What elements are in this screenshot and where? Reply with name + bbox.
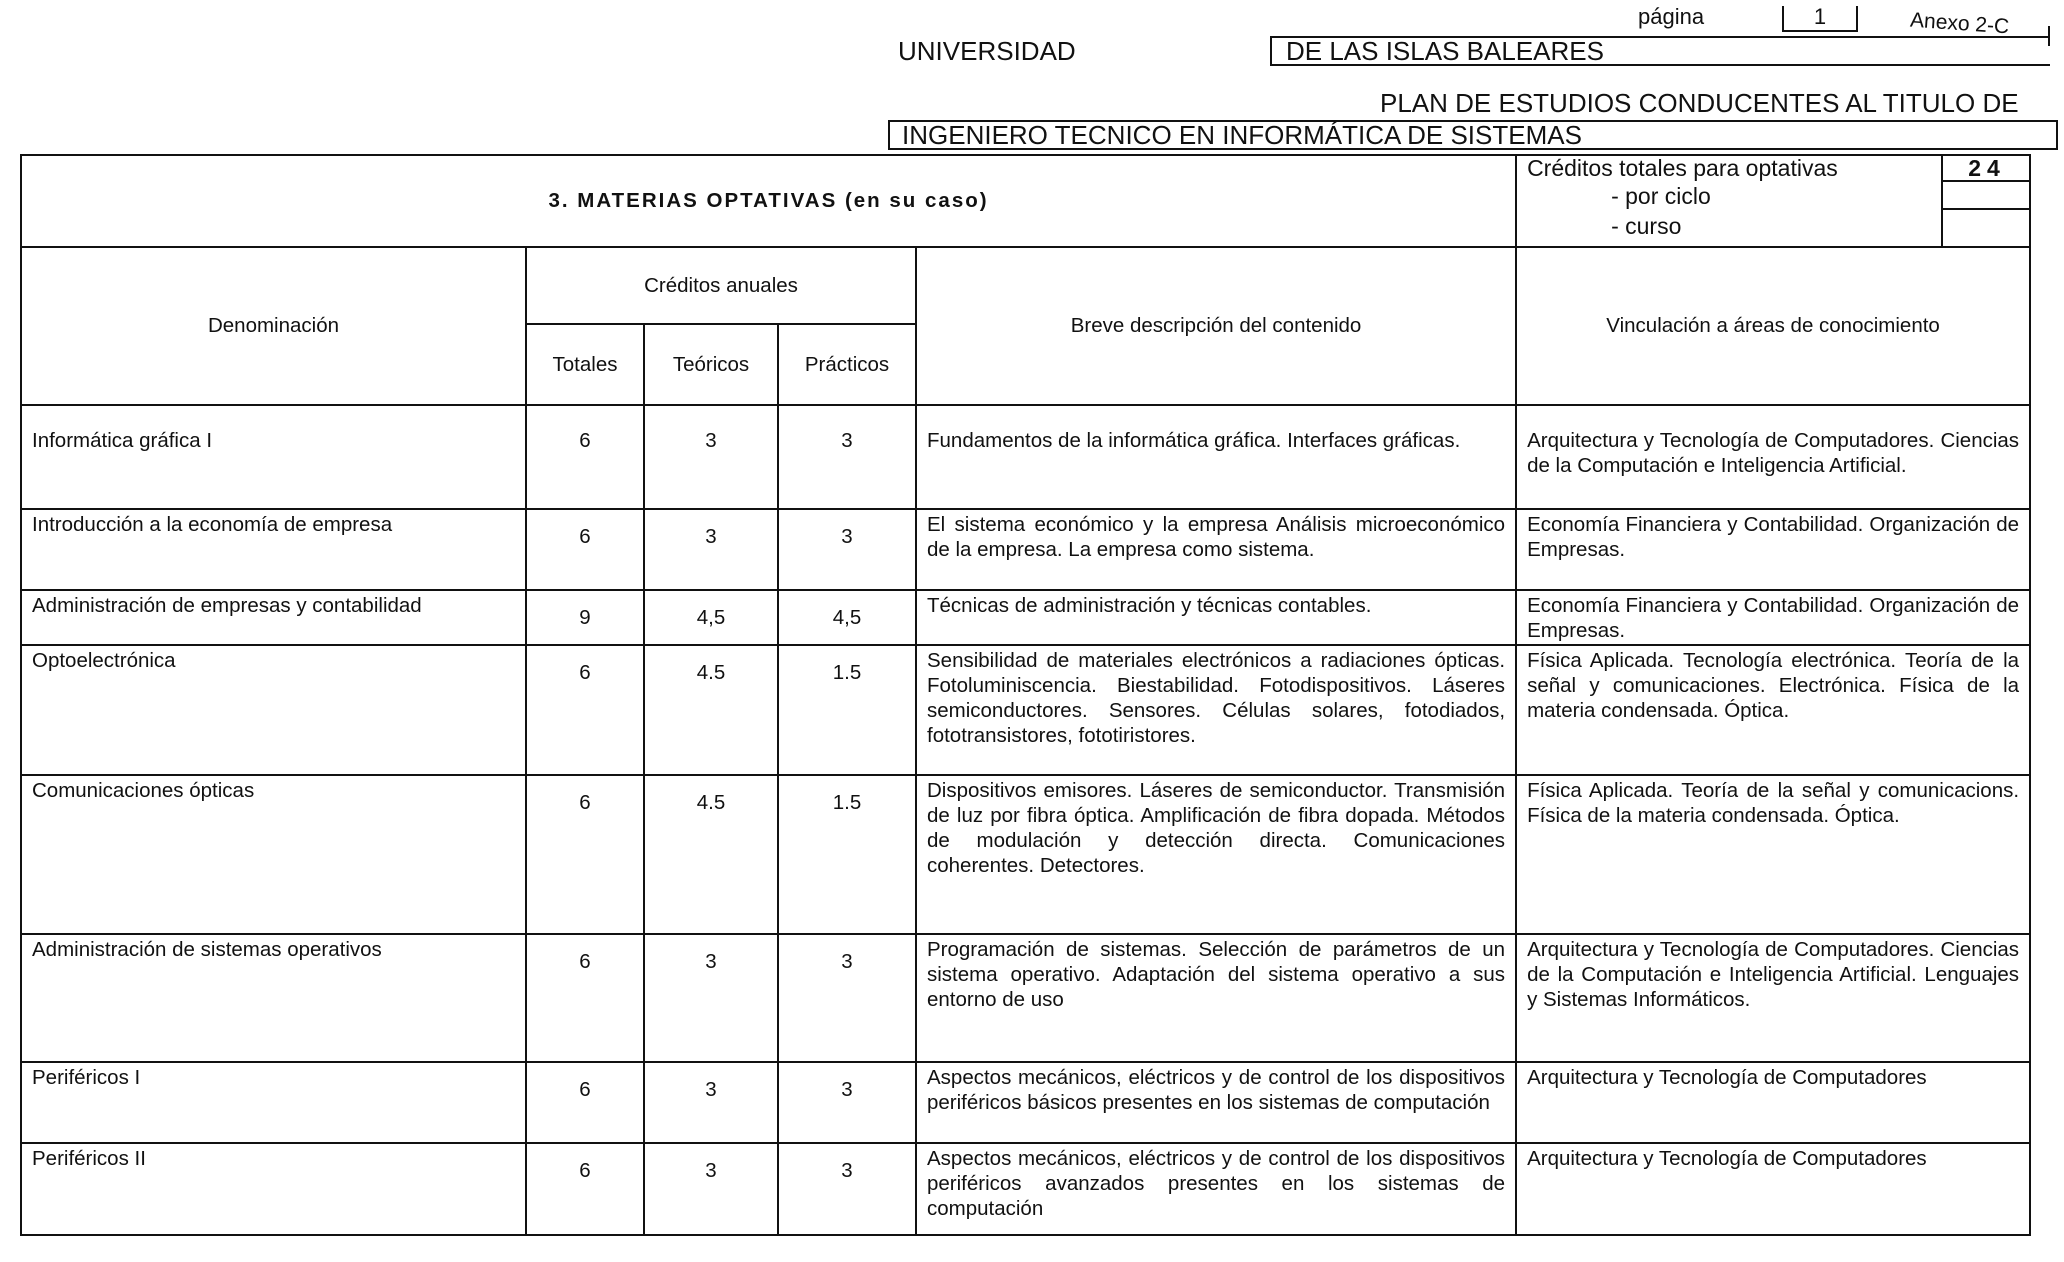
university-label: UNIVERSIDAD [898, 36, 1076, 66]
subject-name: Comunicaciones ópticas [21, 775, 526, 934]
table-row [21, 934, 2030, 1062]
knowledge-areas: Arquitectura y Tecnología de Computadores [1516, 1143, 2030, 1235]
credits-theory-cell: 3 [644, 934, 778, 1062]
annex-label: Anexo 2-C [1909, 8, 2010, 39]
credits-theory-cell: 4.5 [644, 775, 778, 934]
subject-description: Programación de sistemas. Selección de parámetros de un sistema operativo. Adaptación del sistema operativo a sus entorno de uso [916, 934, 1516, 1062]
knowledge-areas: Arquitectura y Tecnología de Computadores. Ciencias de la Computación e Inteligencia Artificial. Lenguajes y Sistemas Informáticos. [1516, 934, 2030, 1062]
table-row [21, 645, 2030, 775]
subject-name: Periféricos II [21, 1143, 526, 1235]
knowledge-areas: Física Aplicada. Teoría de la señal y comunicacions. Física de la materia condensada. Óptica. [1516, 775, 2030, 934]
degree-name: INGENIERO TECNICO EN INFORMÁTICA DE SISTEMAS [902, 120, 1582, 150]
subject-description: Sensibilidad de materiales electrónicos a radiaciones ópticas. Fotoluminiscencia. Biestabilidad. Fotodispositivos. Láseres semiconductores. Sensores. Células solares, fotodiados, fototransistores, fototiristores. [916, 645, 1516, 775]
credits-theory-cell: 3 [644, 1062, 778, 1143]
credits-practice-cell: 3 [778, 509, 916, 590]
credits-per-course-value [1941, 210, 2030, 246]
knowledge-areas: Arquitectura y Tecnología de Computadores [1516, 1062, 2030, 1143]
credits-total-cell: 6 [526, 405, 644, 509]
credits-total-cell: 6 [526, 775, 644, 934]
knowledge-areas: Economía Financiera y Contabilidad. Organización de Empresas. [1516, 590, 2030, 645]
credits-practice-cell: 1.5 [778, 775, 916, 934]
credits-summary [1516, 155, 2030, 247]
subject-description: Aspectos mecánicos, eléctricos y de control de los dispositivos periféricos avanzados presentes en los sistemas de computación [916, 1143, 1516, 1235]
credits-practice-cell: 3 [778, 1143, 916, 1235]
col-theory-header: Teóricos [644, 324, 778, 405]
col-credits-header: Créditos anuales [526, 247, 916, 324]
subject-description: El sistema económico y la empresa Análisis microeconómico de la empresa. La empresa como sistema. [916, 509, 1516, 590]
subject-description: Aspectos mecánicos, eléctricos y de control de los dispositivos periféricos básicos presentes en los sistemas de computación [916, 1062, 1516, 1143]
knowledge-areas: Física Aplicada. Tecnología electrónica. Teoría de la señal y comunicaciones. Electrónica. Física de la materia condensada. Óptica. [1516, 645, 2030, 775]
table-row [21, 1062, 2030, 1143]
page-number: 1 [1813, 4, 1827, 29]
page-label: página [1638, 4, 1705, 29]
subject-description: Técnicas de administración y técnicas contables. [916, 590, 1516, 645]
credits-practice-cell: 3 [778, 1062, 916, 1143]
knowledge-areas: Arquitectura y Tecnología de Computadores. Ciencias de la Computación e Inteligencia Artificial. [1516, 405, 2030, 509]
credits-per-cycle-value [1941, 182, 2030, 210]
per-cycle-label: - por ciclo [1611, 183, 1711, 209]
degree-box [888, 120, 2058, 150]
subject-description: Fundamentos de la informática gráfica. Interfaces gráficas. [916, 405, 1516, 509]
university-name-box [1270, 36, 2050, 66]
credits-total-cell: 6 [526, 1143, 644, 1235]
credits-theory-cell: 4.5 [644, 645, 778, 775]
column-header-row [21, 247, 2030, 324]
table-row [21, 590, 2030, 645]
section-header-row [21, 155, 2030, 247]
col-totals-header: Totales [526, 324, 644, 405]
col-name-header: Denominación [21, 247, 526, 406]
subject-name: Administración de sistemas operativos [21, 934, 526, 1062]
credits-practice-cell: 4,5 [778, 590, 916, 645]
credits-theory-cell: 3 [644, 509, 778, 590]
credits-theory-cell: 3 [644, 405, 778, 509]
university-name: DE LAS ISLAS BALEARES [1286, 36, 1604, 66]
table-row [21, 775, 2030, 934]
plan-label: PLAN DE ESTUDIOS CONDUCENTES AL TITULO DE [1380, 88, 2019, 118]
col-practice-header: Prácticos [778, 324, 916, 405]
credits-total-cell: 6 [526, 1062, 644, 1143]
credits-practice-cell: 1.5 [778, 645, 916, 775]
credits-total-cell: 6 [526, 509, 644, 590]
page-number-box [1782, 6, 1858, 32]
credits-theory-cell: 3 [644, 1143, 778, 1235]
subject-name: Introducción a la economía de empresa [21, 509, 526, 590]
optativas-table [20, 154, 2031, 1236]
knowledge-areas: Economía Financiera y Contabilidad. Organización de Empresas. [1516, 509, 2030, 590]
per-course-label: - curso [1611, 213, 1682, 239]
table-row [21, 405, 2030, 509]
section-title: 3. MATERIAS OPTATIVAS (en su caso) [21, 155, 1516, 247]
credits-label: Créditos totales para optativas [1527, 155, 1838, 181]
credits-total-cell: 9 [526, 590, 644, 645]
subject-name: Optoelectrónica [21, 645, 526, 775]
credits-total: 24 [1941, 156, 2030, 182]
table-row [21, 509, 2030, 590]
credits-total-cell: 6 [526, 645, 644, 775]
subject-name: Administración de empresas y contabilidad [21, 590, 526, 645]
col-areas-header: Vinculación a áreas de conocimiento [1516, 247, 2030, 406]
credits-total-cell: 6 [526, 934, 644, 1062]
subject-name: Informática gráfica I [21, 405, 526, 509]
credits-practice-cell: 3 [778, 405, 916, 509]
col-description-header: Breve descripción del contenido [916, 247, 1516, 406]
subject-name: Periféricos I [21, 1062, 526, 1143]
subject-description: Dispositivos emisores. Láseres de semiconductor. Transmisión de luz por fibra óptica. Amplificación de fibra dopada. Métodos de modulación y detección directa. Comunicaciones coherentes. Detectores. [916, 775, 1516, 934]
table-row [21, 1143, 2030, 1235]
credits-theory-cell: 4,5 [644, 590, 778, 645]
credits-practice-cell: 3 [778, 934, 916, 1062]
